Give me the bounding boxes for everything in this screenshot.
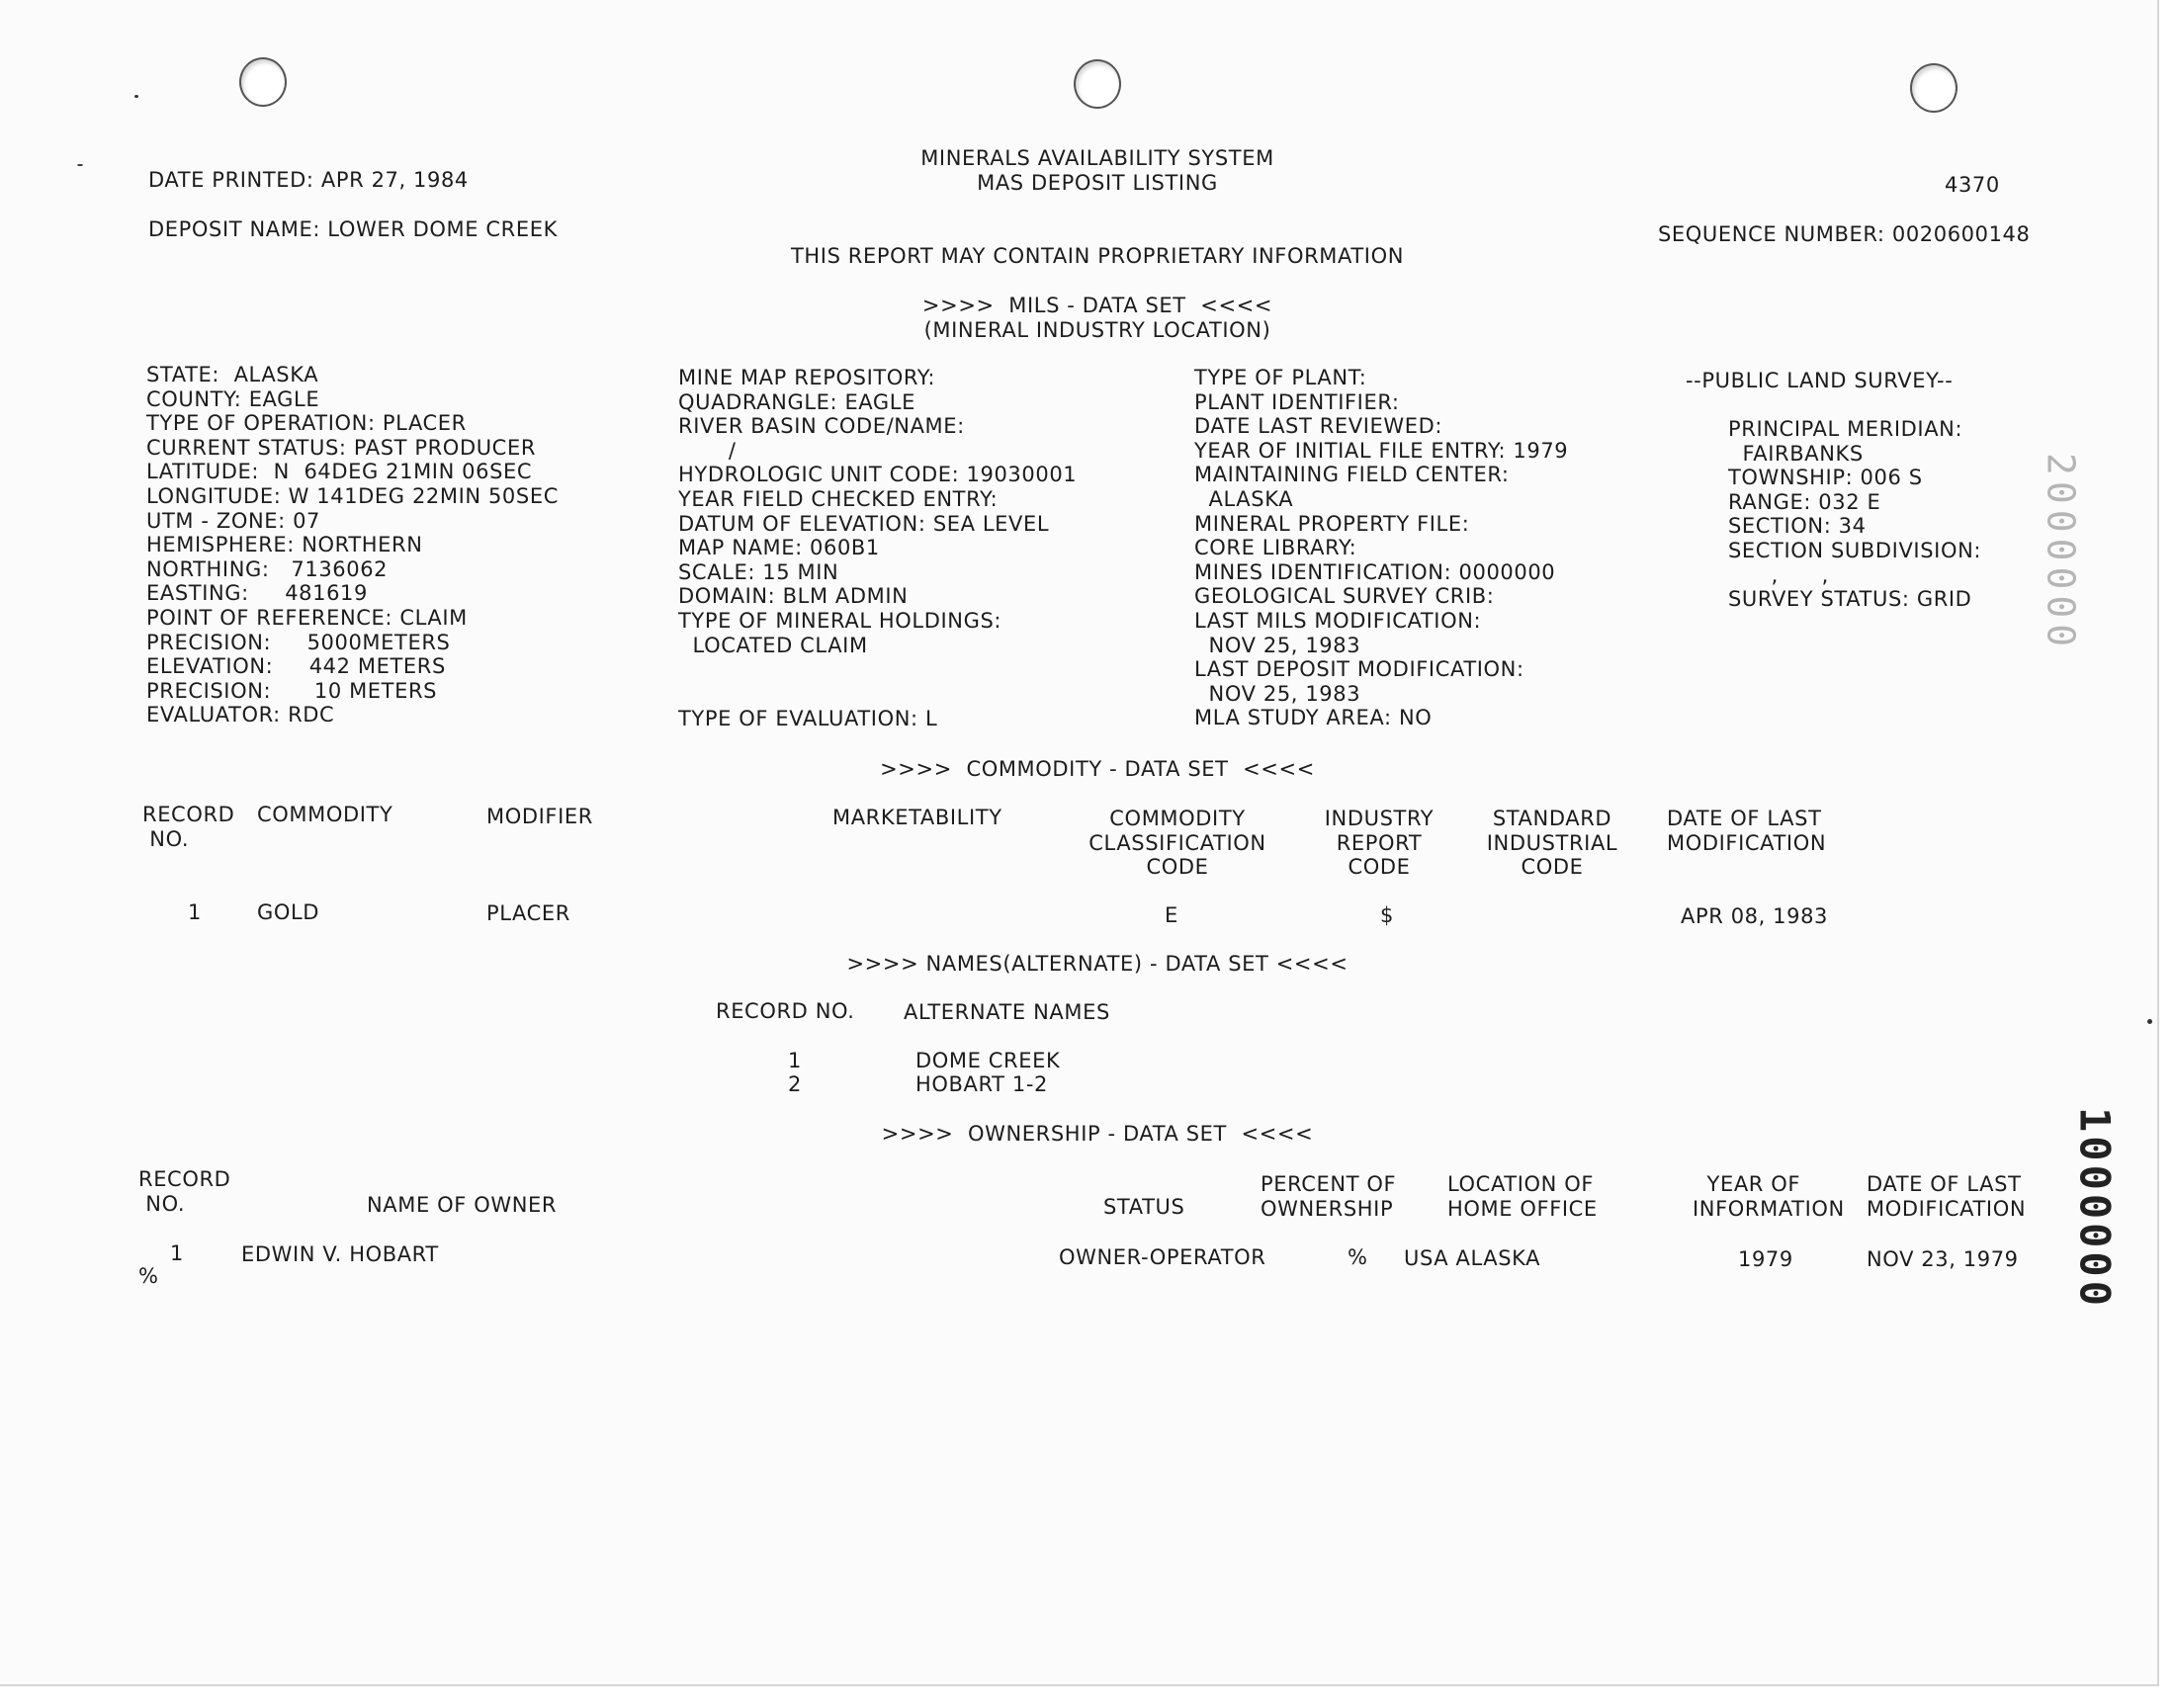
commodity-header-modifier: MODIFIER xyxy=(486,805,593,828)
field-line: YEAR FIELD CHECKED ENTRY: xyxy=(678,486,999,511)
field-line: DATUM OF ELEVATION: SEA LEVEL xyxy=(678,511,1050,536)
field-line: POINT OF REFERENCE: CLAIM xyxy=(146,605,468,630)
owner-location: USA ALASKA xyxy=(1404,1246,1541,1270)
binder-hole-right xyxy=(1910,63,1958,113)
field-line: RANGE: 032 E xyxy=(1728,489,1881,514)
field-line: MINE MAP REPOSITORY: xyxy=(678,366,936,389)
field-line: RIVER BASIN CODE/NAME: xyxy=(678,414,965,439)
binder-hole-center xyxy=(1074,59,1121,109)
margin-stamp-faint: 2000000 xyxy=(2039,453,2083,653)
field-line: LAST DEPOSIT MODIFICATION: xyxy=(1194,657,1524,682)
field-line: SECTION: 34 xyxy=(1728,514,1867,539)
type-of-evaluation: TYPE OF EVALUATION: L xyxy=(678,707,938,730)
alternate-name: HOBART 1-2 xyxy=(915,1072,1048,1096)
field-line: TYPE OF PLANT: xyxy=(1194,366,1367,389)
mils-map-column xyxy=(678,366,1077,657)
field-line: TYPE OF OPERATION: PLACER xyxy=(146,411,467,436)
mils-heading: >>>> MILS - DATA SET <<<< xyxy=(921,294,1273,317)
field-line: , , xyxy=(1728,562,1829,587)
scan-speck xyxy=(2147,1019,2152,1024)
field-line: NORTHING: 7136062 xyxy=(146,556,389,581)
alternate-names-header-names: ALTERNATE NAMES xyxy=(904,1000,1110,1024)
field-line: HYDROLOGIC UNIT CODE: 19030001 xyxy=(678,463,1078,487)
owner-name: EDWIN V. HOBART xyxy=(241,1242,439,1266)
commodity-classification-code: E xyxy=(1165,903,1178,927)
commodity-header-marketability: MARKETABILITY xyxy=(832,806,1002,829)
field-line: YEAR OF INITIAL FILE ENTRY: 1979 xyxy=(1194,438,1569,463)
commodity-heading: >>>> COMMODITY - DATA SET <<<< xyxy=(880,757,1315,781)
alternate-name: DOME CREEK xyxy=(915,1049,1061,1072)
field-line: EASTING: 481619 xyxy=(146,581,368,606)
date-printed: DATE PRINTED: APR 27, 1984 xyxy=(148,168,469,192)
sequence-number: SEQUENCE NUMBER: 0020600148 xyxy=(1658,222,2031,246)
commodity-header-date-last-modification: DATE OF LAST MODIFICATION xyxy=(1667,807,1827,855)
field-line: NOV 25, 1983 xyxy=(1194,633,1361,657)
field-line: NOV 25, 1983 xyxy=(1194,681,1361,706)
page-number: 4370 xyxy=(1945,173,2000,197)
field-line: SURVEY STATUS: GRID xyxy=(1728,587,1972,612)
alternate-names-heading: >>>> NAMES(ALTERNATE) - DATA SET <<<< xyxy=(846,952,1348,976)
deposit-name: DEPOSIT NAME: LOWER DOME CREEK xyxy=(148,217,558,241)
field-line: DATE LAST REVIEWED: xyxy=(1194,414,1443,439)
field-line: COUNTY: EAGLE xyxy=(146,386,320,411)
field-line: MAP NAME: 060B1 xyxy=(678,536,880,560)
owner-status: OWNER-OPERATOR xyxy=(1059,1245,1266,1269)
field-line: MINES IDENTIFICATION: 0000000 xyxy=(1194,559,1556,584)
field-line: LATITUDE: N 64DEG 21MIN 06SEC xyxy=(146,460,533,484)
mils-location-column xyxy=(146,363,559,727)
ownership-header-record-no: RECORD NO. xyxy=(138,1167,231,1216)
ownership-heading: >>>> OWNERSHIP - DATA SET <<<< xyxy=(881,1122,1314,1146)
field-line: / xyxy=(678,438,737,463)
owner-year: 1979 xyxy=(1738,1247,1793,1271)
mils-plant-column xyxy=(1194,366,1568,730)
field-line: UTM - ZONE: 07 xyxy=(146,508,321,533)
field-line: TYPE OF MINERAL HOLDINGS: xyxy=(678,608,1002,633)
alternate-name-record-no: 1 xyxy=(788,1049,802,1072)
field-line: LONGITUDE: W 141DEG 22MIN 50SEC xyxy=(146,483,559,508)
field-line: PRECISION: 10 METERS xyxy=(146,678,438,703)
owner-date-last-modification: NOV 23, 1979 xyxy=(1867,1247,2019,1271)
system-title: MINERALS AVAILABILITY SYSTEM xyxy=(920,146,1274,170)
public-land-survey-title: --PUBLIC LAND SURVEY-- xyxy=(1686,369,1954,392)
commodity-header-sic-code: STANDARD INDUSTRIAL CODE xyxy=(1486,807,1618,880)
field-line: PLANT IDENTIFIER: xyxy=(1194,389,1400,414)
field-line: LAST MILS MODIFICATION: xyxy=(1194,608,1482,633)
field-line: ALASKA xyxy=(1194,486,1294,511)
ownership-header-date-last-modification: DATE OF LAST MODIFICATION xyxy=(1867,1172,2027,1221)
commodity-header-record-no: RECORD NO. xyxy=(142,803,235,851)
listing-title: MAS DEPOSIT LISTING xyxy=(977,171,1218,195)
field-line: ELEVATION: 442 METERS xyxy=(146,654,446,679)
field-line: SECTION SUBDIVISION: xyxy=(1728,538,1982,562)
ownership-header-status: STATUS xyxy=(1103,1195,1185,1219)
margin-stamp-dark: 1000000 xyxy=(2070,1107,2120,1311)
commodity-record-no: 1 xyxy=(188,900,202,924)
alternate-name-record-no: 2 xyxy=(788,1072,802,1096)
alternate-names-header-record-no: RECORD NO. xyxy=(716,999,855,1023)
field-line: QUADRANGLE: EAGLE xyxy=(678,389,915,414)
ownership-header-location: LOCATION OF HOME OFFICE xyxy=(1447,1172,1598,1221)
owner-record-no: 1 xyxy=(170,1241,184,1265)
field-line: PRINCIPAL MERIDIAN: xyxy=(1728,417,1963,441)
field-line: HEMISPHERE: NORTHERN xyxy=(146,533,423,557)
field-line: DOMAIN: BLM ADMIN xyxy=(678,584,909,609)
scan-speck xyxy=(134,95,138,98)
binder-hole-left xyxy=(239,57,287,107)
proprietary-notice: THIS REPORT MAY CONTAIN PROPRIETARY INFORMATION xyxy=(790,244,1405,268)
field-line: CURRENT STATUS: PAST PRODUCER xyxy=(146,435,537,460)
field-line: CORE LIBRARY: xyxy=(1194,536,1357,560)
field-line: MINERAL PROPERTY FILE: xyxy=(1194,511,1470,536)
mils-subheading: (MINERAL INDUSTRY LOCATION) xyxy=(923,318,1271,342)
field-line: LOCATED CLAIM xyxy=(678,633,868,657)
field-line: TOWNSHIP: 006 S xyxy=(1728,466,1923,490)
commodity-header-classification-code: COMMODITY CLASSIFICATION CODE xyxy=(1088,807,1266,880)
scan-speck xyxy=(77,164,83,166)
commodity-header-industry-report-code: INDUSTRY REPORT CODE xyxy=(1324,807,1435,880)
field-line: FAIRBANKS xyxy=(1728,441,1864,466)
trailing-percent-mark: % xyxy=(138,1264,159,1288)
public-land-survey-column xyxy=(1728,417,1981,612)
commodity-header-commodity: COMMODITY xyxy=(257,803,393,826)
commodity-date-last-modification: APR 08, 1983 xyxy=(1681,904,1829,928)
ownership-header-owner-name: NAME OF OWNER xyxy=(367,1193,558,1217)
field-line: EVALUATOR: RDC xyxy=(146,703,335,727)
ownership-header-percent: PERCENT OF OWNERSHIP xyxy=(1261,1172,1397,1221)
field-line: MAINTAINING FIELD CENTER: xyxy=(1194,463,1510,487)
field-line: MLA STUDY AREA: NO xyxy=(1194,706,1433,730)
ownership-header-year: YEAR OF INFORMATION xyxy=(1693,1172,1845,1221)
commodity-modifier: PLACER xyxy=(486,901,570,925)
commodity-industry-report-code: $ xyxy=(1380,903,1394,927)
commodity-name: GOLD xyxy=(257,900,320,924)
field-line: GEOLOGICAL SURVEY CRIB: xyxy=(1194,584,1495,609)
field-line: SCALE: 15 MIN xyxy=(678,559,839,584)
field-line: STATE: ALASKA xyxy=(146,363,319,386)
field-line: PRECISION: 5000METERS xyxy=(146,630,451,654)
owner-percent: % xyxy=(1348,1245,1368,1269)
